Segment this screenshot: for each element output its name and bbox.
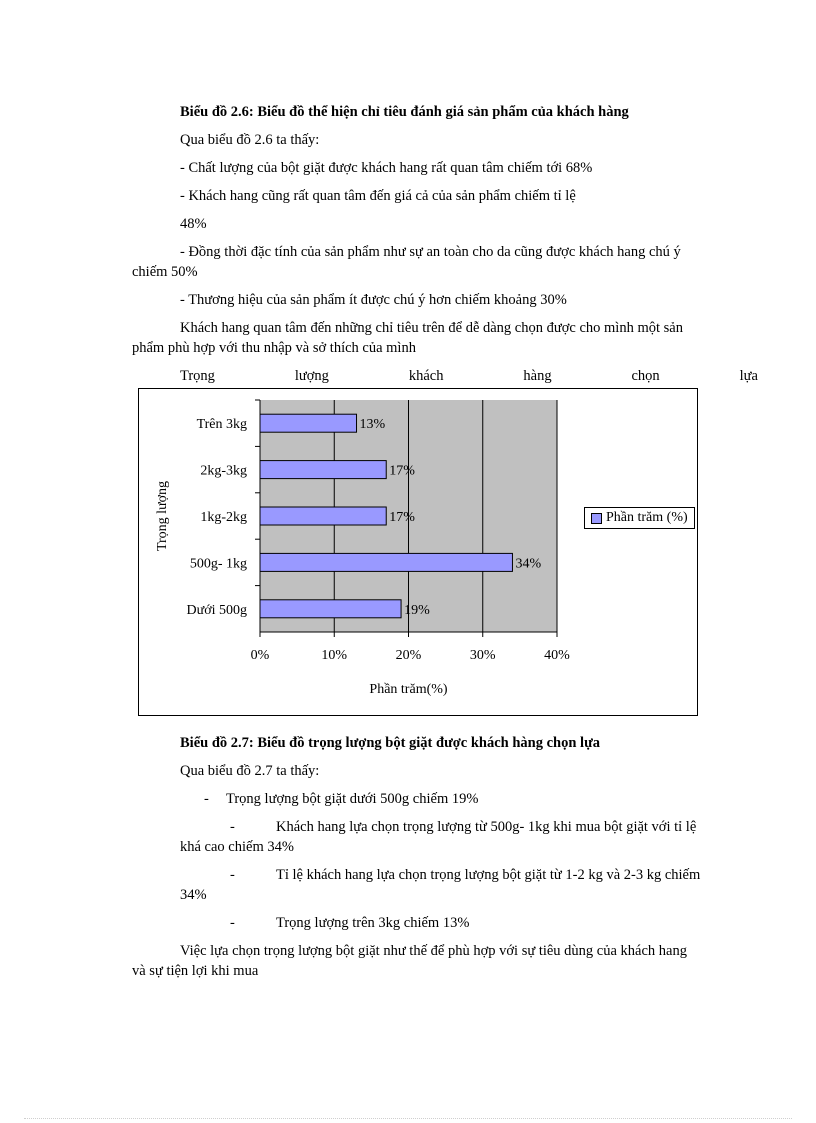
chart-caption: Biểu đồ 2.7: Biểu đồ trọng lượng bột giặt được khách hàng chọn lựa: [180, 735, 601, 751]
bar: [260, 461, 386, 479]
chart-heading-word: hàng: [523, 368, 552, 384]
prev-point-2: - Khách hang cũng rất quan tâm đến giá cả của sản phẩm chiếm tỉ lệ: [180, 188, 576, 204]
category-label: Dưới 500g: [186, 602, 247, 618]
chart-intro: Qua biểu đồ 2.7 ta thấy:: [180, 763, 320, 779]
bar: [260, 553, 512, 571]
prev-point-3-cont: chiếm 50%: [132, 264, 198, 280]
chart-heading-word: Trọng: [180, 368, 215, 384]
chart-heading-word: khách: [408, 368, 444, 384]
point-2: Khách hang lựa chọn trọng lượng từ 500g- 1kg khi mua bột giặt với tỉ lệ: [276, 819, 697, 835]
prev-point-3: - Đồng thời đặc tính của sản phẩm như sự an toàn cho da cũng được khách hang chú ý: [180, 244, 681, 260]
weight-bar-chart: [138, 388, 698, 716]
data-label: 17%: [389, 510, 415, 525]
category-label: 1kg-2kg: [200, 510, 247, 525]
legend-swatch: [591, 513, 602, 524]
x-axis-title: Phần trăm(%): [369, 682, 448, 697]
data-label: 17%: [389, 463, 415, 479]
point-3-cont: 34%: [180, 887, 207, 903]
prev-intro: Qua biểu đồ 2.6 ta thấy:: [180, 132, 320, 148]
x-tick-label: 30%: [469, 648, 496, 663]
summary-line-1: Khách hang quan tâm đến những chỉ tiêu trên để dễ dàng chọn được cho mình một sản: [180, 320, 683, 336]
chart-heading-word: chọn: [631, 368, 660, 384]
legend-label: Phần trăm (%): [606, 510, 688, 525]
bar: [260, 600, 401, 618]
bar: [260, 507, 386, 525]
x-tick-label: 0%: [250, 648, 270, 663]
bullet-dash: -: [230, 915, 235, 931]
prev-point-1: - Chất lượng của bột giặt được khách hang rất quan tâm chiếm tới 68%: [180, 160, 593, 176]
x-tick-label: 20%: [395, 648, 422, 663]
category-label: Trên 3kg: [196, 417, 247, 433]
x-tick-label: 10%: [321, 648, 348, 663]
chart-heading-word: lượng: [294, 368, 329, 384]
point-4: Trọng lượng trên 3kg chiếm 13%: [276, 915, 470, 931]
category-label: 500g- 1kg: [189, 556, 247, 572]
bar: [260, 414, 357, 432]
data-label: 19%: [404, 602, 430, 618]
bullet-dash: -: [230, 819, 235, 835]
point-1: Trọng lượng bột giặt dưới 500g chiếm 19%: [226, 791, 479, 807]
chart-heading-word: lựa: [739, 368, 758, 384]
summary-line-2: phẩm phù hợp với thu nhập và sở thích của mình: [132, 340, 416, 356]
x-tick-label: 40%: [544, 648, 570, 663]
bullet-dash: -: [204, 791, 209, 807]
page-bottom-border: [24, 1118, 792, 1119]
bullet-dash: -: [230, 867, 235, 883]
chart-heading: [180, 367, 758, 385]
prev-chart-caption: Biểu đồ 2.6: Biểu đồ thể hiện chỉ tiêu đánh giá sản phẩm của khách hàng: [180, 104, 629, 120]
point-3: Tỉ lệ khách hang lựa chọn trọng lượng bột giặt từ 1-2 kg và 2-3 kg chiếm: [276, 867, 701, 883]
data-label: 34%: [515, 556, 542, 572]
category-label: 2kg-3kg: [200, 463, 247, 479]
prev-point-2-cont: 48%: [180, 216, 207, 232]
chart-legend: [584, 507, 695, 529]
point-2-cont: khá cao chiếm 34%: [180, 839, 294, 855]
chart-canvas: [139, 389, 697, 715]
prev-point-4: - Thương hiệu của sản phẩm ít được chú ý hơn chiếm khoảng 30%: [180, 292, 567, 308]
conclusion-line-2: và sự tiện lợi khi mua: [132, 963, 259, 979]
y-axis-title: Trọng lượng: [155, 480, 170, 552]
conclusion-line-1: Việc lựa chọn trọng lượng bột giặt như thế để phù hợp với sự tiêu dùng của khách hang: [180, 943, 687, 959]
data-label: 13%: [359, 417, 386, 433]
